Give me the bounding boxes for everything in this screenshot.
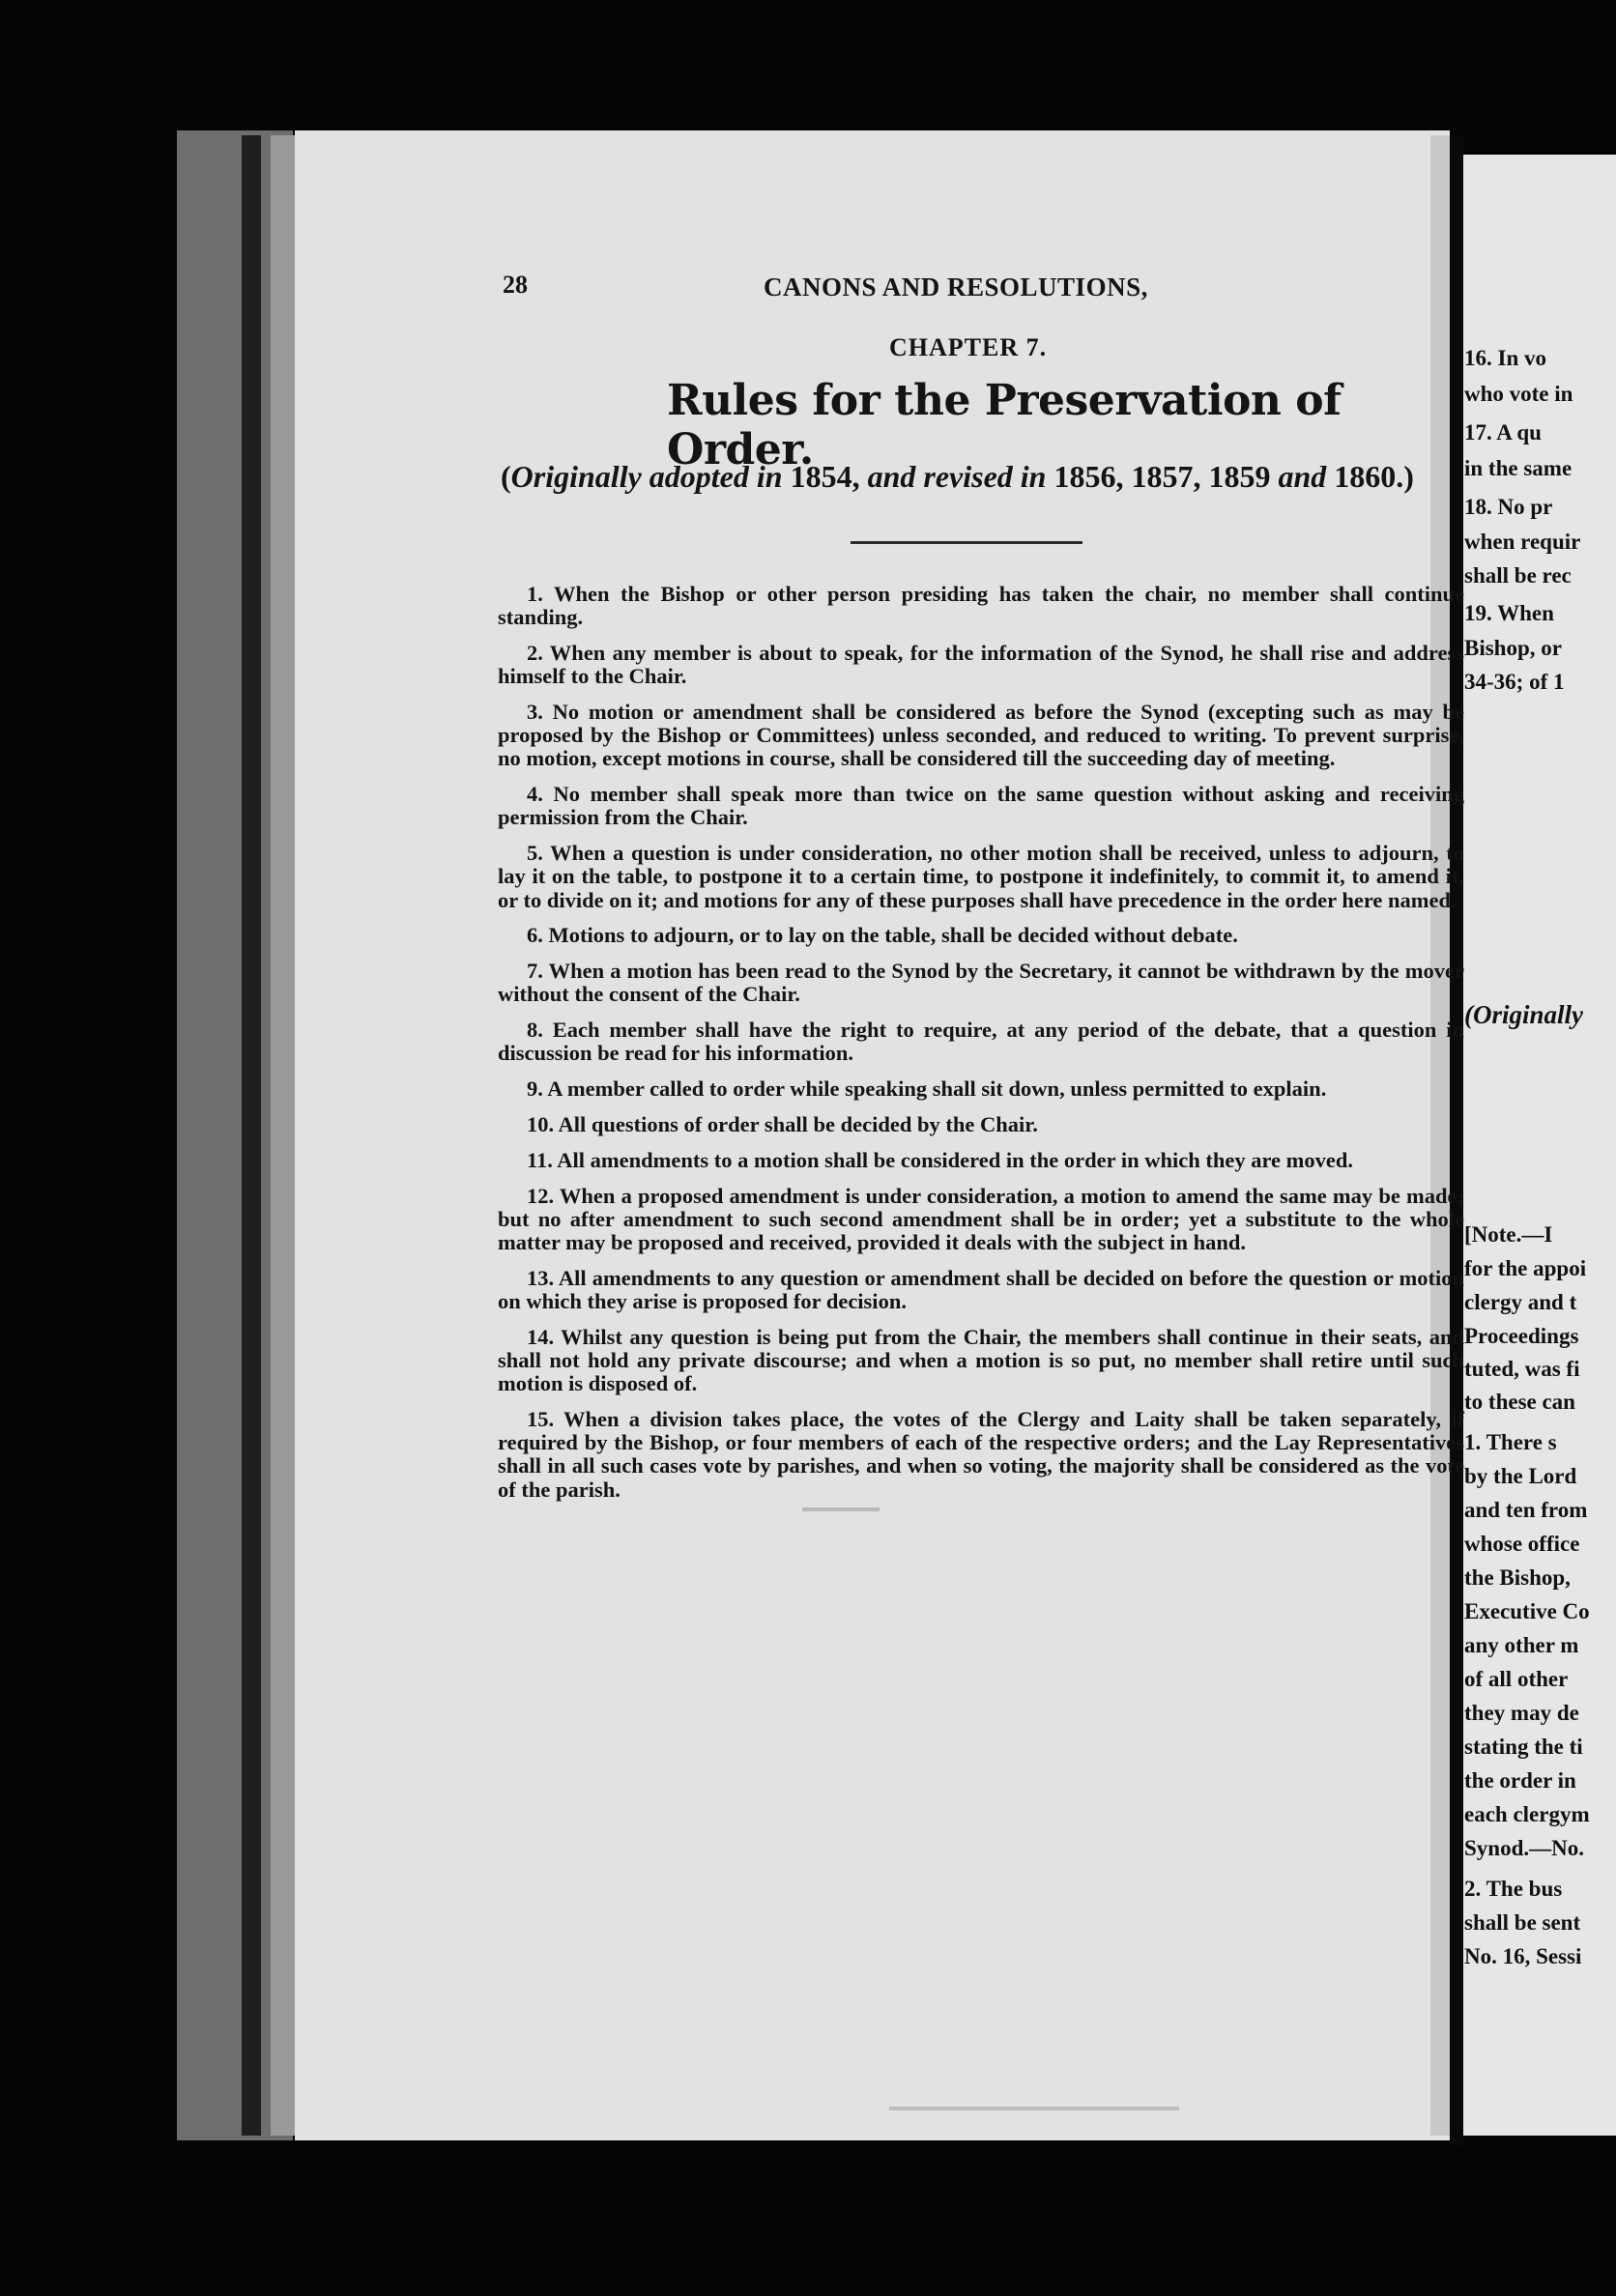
subtitle-part: and bbox=[1278, 459, 1327, 494]
facing-line: tuted, was fi bbox=[1464, 1357, 1580, 1381]
facing-page-fragment bbox=[1464, 184, 1616, 2116]
facing-line: stating the ti bbox=[1464, 1735, 1583, 1759]
facing-line: No. 16, Sessi bbox=[1464, 1944, 1582, 1968]
facing-line: shall be rec bbox=[1464, 563, 1572, 588]
rule-paragraph: 4. No member shall speak more than twice on the same question without asking and receiving permission from the Chair. bbox=[498, 782, 1464, 830]
facing-line: 17. A qu bbox=[1464, 420, 1542, 445]
running-head: CANONS AND RESOLUTIONS, bbox=[764, 273, 1148, 301]
rule-paragraph: 10. All questions of order shall be decided by the Chair. bbox=[527, 1112, 1038, 1136]
facing-line: 16. In vo bbox=[1464, 346, 1546, 370]
rule-paragraph: 8. Each member shall have the right to require, at any period of the debate, that a question in discussion be read for his information. bbox=[498, 1018, 1464, 1066]
facing-line: (Originally bbox=[1464, 1000, 1584, 1029]
facing-line: Synod.—No. bbox=[1464, 1836, 1584, 1860]
subtitle-part: 1854, bbox=[782, 459, 868, 494]
facing-line: by the Lord bbox=[1464, 1464, 1577, 1488]
facing-line: in the same bbox=[1464, 456, 1573, 480]
rule-paragraph: 1. When the Bishop or other person presiding has taken the chair, no member shall continue standing. bbox=[498, 582, 1464, 630]
subtitle-part: 1856, 1857, 1859 bbox=[1046, 459, 1279, 494]
rule-paragraph: 13. All amendments to any question or amendment shall be decided on before the question or motion on which they arise is proposed for decision. bbox=[498, 1265, 1464, 1313]
facing-line: to these can bbox=[1464, 1390, 1575, 1414]
facing-line: for the appoi bbox=[1464, 1256, 1587, 1280]
facing-line: the order in bbox=[1464, 1768, 1576, 1793]
subtitle-part: and revised in bbox=[867, 459, 1047, 494]
rule-paragraph: 9. A member called to order while speaking shall sit down, unless permitted to explain. bbox=[527, 1076, 1327, 1102]
facing-line: Executive Co bbox=[1464, 1599, 1590, 1623]
facing-line: they may de bbox=[1464, 1701, 1579, 1725]
facing-line: the Bishop, bbox=[1464, 1565, 1571, 1590]
facing-line: any other m bbox=[1464, 1633, 1579, 1657]
facing-line: and ten from bbox=[1464, 1498, 1588, 1522]
left-page bbox=[309, 140, 1464, 2121]
facing-line: 18. No pr bbox=[1464, 495, 1553, 519]
rule-paragraph: 2. When any member is about to speak, for the information of the Synod, he shall rise and address himself to the Chair. bbox=[498, 641, 1464, 689]
page-number: 28 bbox=[503, 271, 528, 299]
facing-line: each clergym bbox=[1464, 1802, 1590, 1826]
chapter-subtitle bbox=[501, 459, 1467, 495]
rule-paragraph: 11. All amendments to a motion shall be considered in the order in which they are moved. bbox=[527, 1147, 1354, 1172]
subtitle-part: Originally adopted in bbox=[510, 459, 783, 494]
facing-line: Proceedings bbox=[1464, 1324, 1579, 1348]
facing-line: of all other bbox=[1464, 1667, 1569, 1691]
rule-paragraph: 14. Whilst any question is being put from the Chair, the members shall continue in their seats, and shall not hold any private discourse; and when a motion is so put, no member shall retire until such motion is disposed of. bbox=[498, 1324, 1464, 1396]
subtitle-part: ( bbox=[501, 459, 511, 494]
facing-line: 34-36; of 1 bbox=[1464, 670, 1565, 694]
facing-line: shall be sent bbox=[1464, 1910, 1581, 1935]
divider-rule bbox=[851, 541, 1082, 544]
chapter-title: Rules for the Preservation of Order. bbox=[667, 376, 1342, 474]
rule-paragraph: 12. When a proposed amendment is under consideration, a motion to amend the same may be made; but no after amendment to such second amendment shall be in order; yet a substitute to the whole matter may be proposed and received, provided it deals with the subject in hand. bbox=[498, 1183, 1464, 1254]
facing-line: 19. When bbox=[1464, 601, 1554, 625]
facing-line: when requir bbox=[1464, 530, 1581, 554]
facing-line: clergy and t bbox=[1464, 1290, 1577, 1314]
facing-line: who vote in bbox=[1464, 382, 1573, 406]
rules-list bbox=[498, 583, 1464, 1513]
rule-paragraph: 15. When a division takes place, the votes of the Clergy and Laity shall be taken separately, if required by the Bishop, or four members of each of the respective orders; and the Lay Representatives shall in all such cases vote by parishes, and when so voting, the majority shall be considered as the vote of the parish. bbox=[498, 1407, 1464, 1502]
subtitle-part: 1860.) bbox=[1326, 459, 1414, 494]
facing-line: Bishop, or bbox=[1464, 636, 1562, 660]
facing-line: whose office bbox=[1464, 1532, 1580, 1556]
rule-paragraph: 6. Motions to adjourn, or to lay on the table, shall be decided without debate. bbox=[527, 923, 1238, 948]
facing-line: 1. There s bbox=[1464, 1430, 1557, 1454]
facing-line: [Note.—I bbox=[1464, 1222, 1553, 1247]
rule-paragraph: 3. No motion or amendment shall be considered as before the Synod (excepting such as may be proposed by the Bishop or Committees) unless seconded, and reduced to writing. To prevent surprise, no motion, except motions in course, shall be considered till the succeeding day of meeting. bbox=[498, 700, 1464, 771]
rule-paragraph: 5. When a question is under consideration, no other motion shall be received, unless to adjourn, to lay it on the table, to postpone it to a certain time, to postpone it indefinitely, to commit it, to amend it, or to divide on it; and motions for any of these purposes shall have precedence in the order here named. bbox=[498, 841, 1464, 912]
chapter-heading: CHAPTER 7. bbox=[889, 333, 1048, 361]
facing-line: 2. The bus bbox=[1464, 1877, 1563, 1901]
rule-paragraph: 7. When a motion has been read to the Synod by the Secretary, it cannot be withdrawn by the mover without the consent of the Chair. bbox=[498, 959, 1464, 1007]
